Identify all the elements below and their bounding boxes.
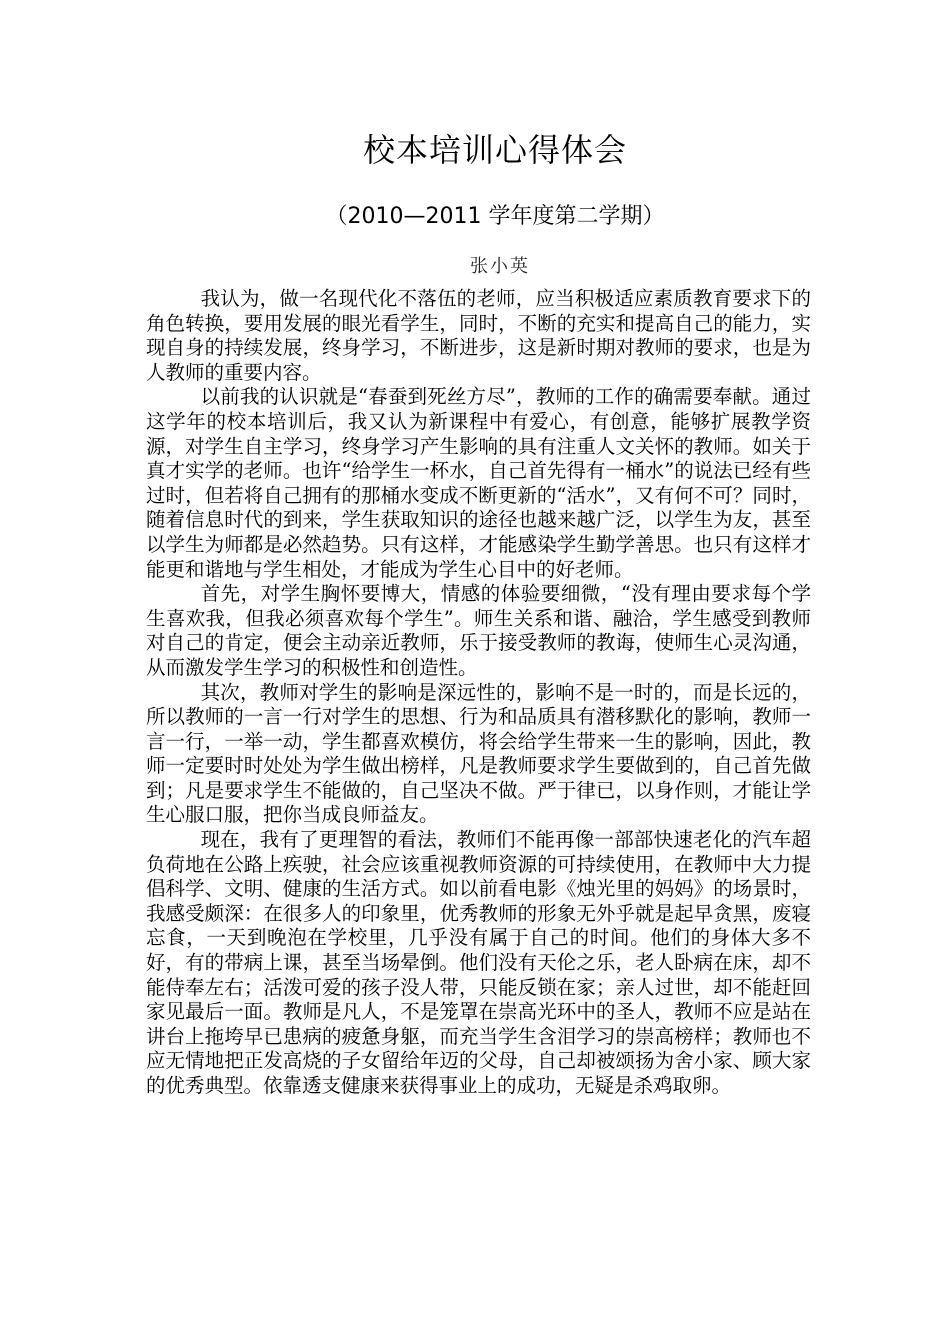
paragraph-4: 其次，教师对学生的影响是深远性的，影响不是一时的，而是长远的，所以教师的一言一行对学生的思想、行为和品质具有潜移默化的影响，教师一言一行，一举一动，学生都喜欢模仿，将会给学生带来一生的影响，因此，教师一定要时时处处为学生做出榜样，凡是教师要求学生要做到的，自己首先做到；凡是要求学生不能做的，自己坚决不做。严于律已，以身作则，才能让学生心服口服，把你当成良师益友。 xyxy=(146,680,811,827)
paragraph-3: 首先，对学生胸怀要博大，情感的体验要细微，“没有理由要求每个学生喜欢我，但我必须喜欢每个学生”。师生关系和谐、融洽，学生感受到教师对自己的肯定，便会主动亲近教师，乐于接受教师的教诲，使师生心灵沟通，从而激发学生学习的积极性和创造性。 xyxy=(146,582,811,679)
paragraph-5: 现在，我有了更理智的看法，教师们不能再像一部部快速老化的汽车超负荷地在公路上疾驶，社会应该重视教师资源的可持续使用，在教师中大力提倡科学、文明、健康的生活方式。如以前看电影《烛光里的妈妈》的场景时，我感受颇深：在很多人的印象里，优秀教师的形象无外乎就是起早贪黑，废寝忘食，一天到晚泡在学校里，几乎没有属于自己的时间。他们的身体大多不好，有的带病上课，甚至当场晕倒。他们没有天伦之乐，老人卧病在床，却不能侍奉左右；活泼可爱的孩子没人带，只能反锁在家；亲人过世，却不能赶回家见最后一面。教师是凡人，不是笼罩在崇高光环中的圣人，教师不应是站在讲台上拖垮早已患病的疲惫身躯，而充当学生含泪学习的崇高榜样；教师也不应无情地把正发高烧的子女留给年迈的父母，自己却被颂扬为舍小家、顾大家的优秀典型。依靠透支健康来获得事业上的成功，无疑是杀鸡取卵。 xyxy=(146,828,811,1097)
document-title: 校本培训心得体会 xyxy=(362,131,627,169)
paragraph-2: 以前我的认识就是“春蚕到死丝方尽”，教师的工作的确需要奉献。通过这学年的校本培训后，我又认为新课程中有爱心，有创意，能够扩展教学资源，对学生自主学习，终身学习产生影响的具有注重人文关怀的教师。如关于真才实学的老师。也许“给学生一杯水，自己首先得有一桶水”的说法已经有些过时，但若将自己拥有的那桶水变成不断更新的“活水”，又有何不可？同时，随着信息时代的到来，学生获取知识的途径也越来越广泛，以学生为友，甚至以学生为师都是必然趋势。只有这样，才能感染学生勤学善思。也只有这样才能更和谐地与学生相处，才能成为学生心目中的好老师。 xyxy=(146,385,811,581)
document-body xyxy=(146,287,811,1099)
paragraph-1: 我认为，做一名现代化不落伍的老师，应当积极适应素质教育要求下的角色转换，要用发展的眼光看学生，同时，不断的充实和提高自己的能力，实现自身的持续发展，终身学习，不断进步，这是新时期对教师的要求，也是为人教师的重要内容。 xyxy=(146,287,811,384)
document-subtitle: （2010—2011 学年度第二学期） xyxy=(325,204,665,229)
author-name: 张小英 xyxy=(470,256,530,277)
